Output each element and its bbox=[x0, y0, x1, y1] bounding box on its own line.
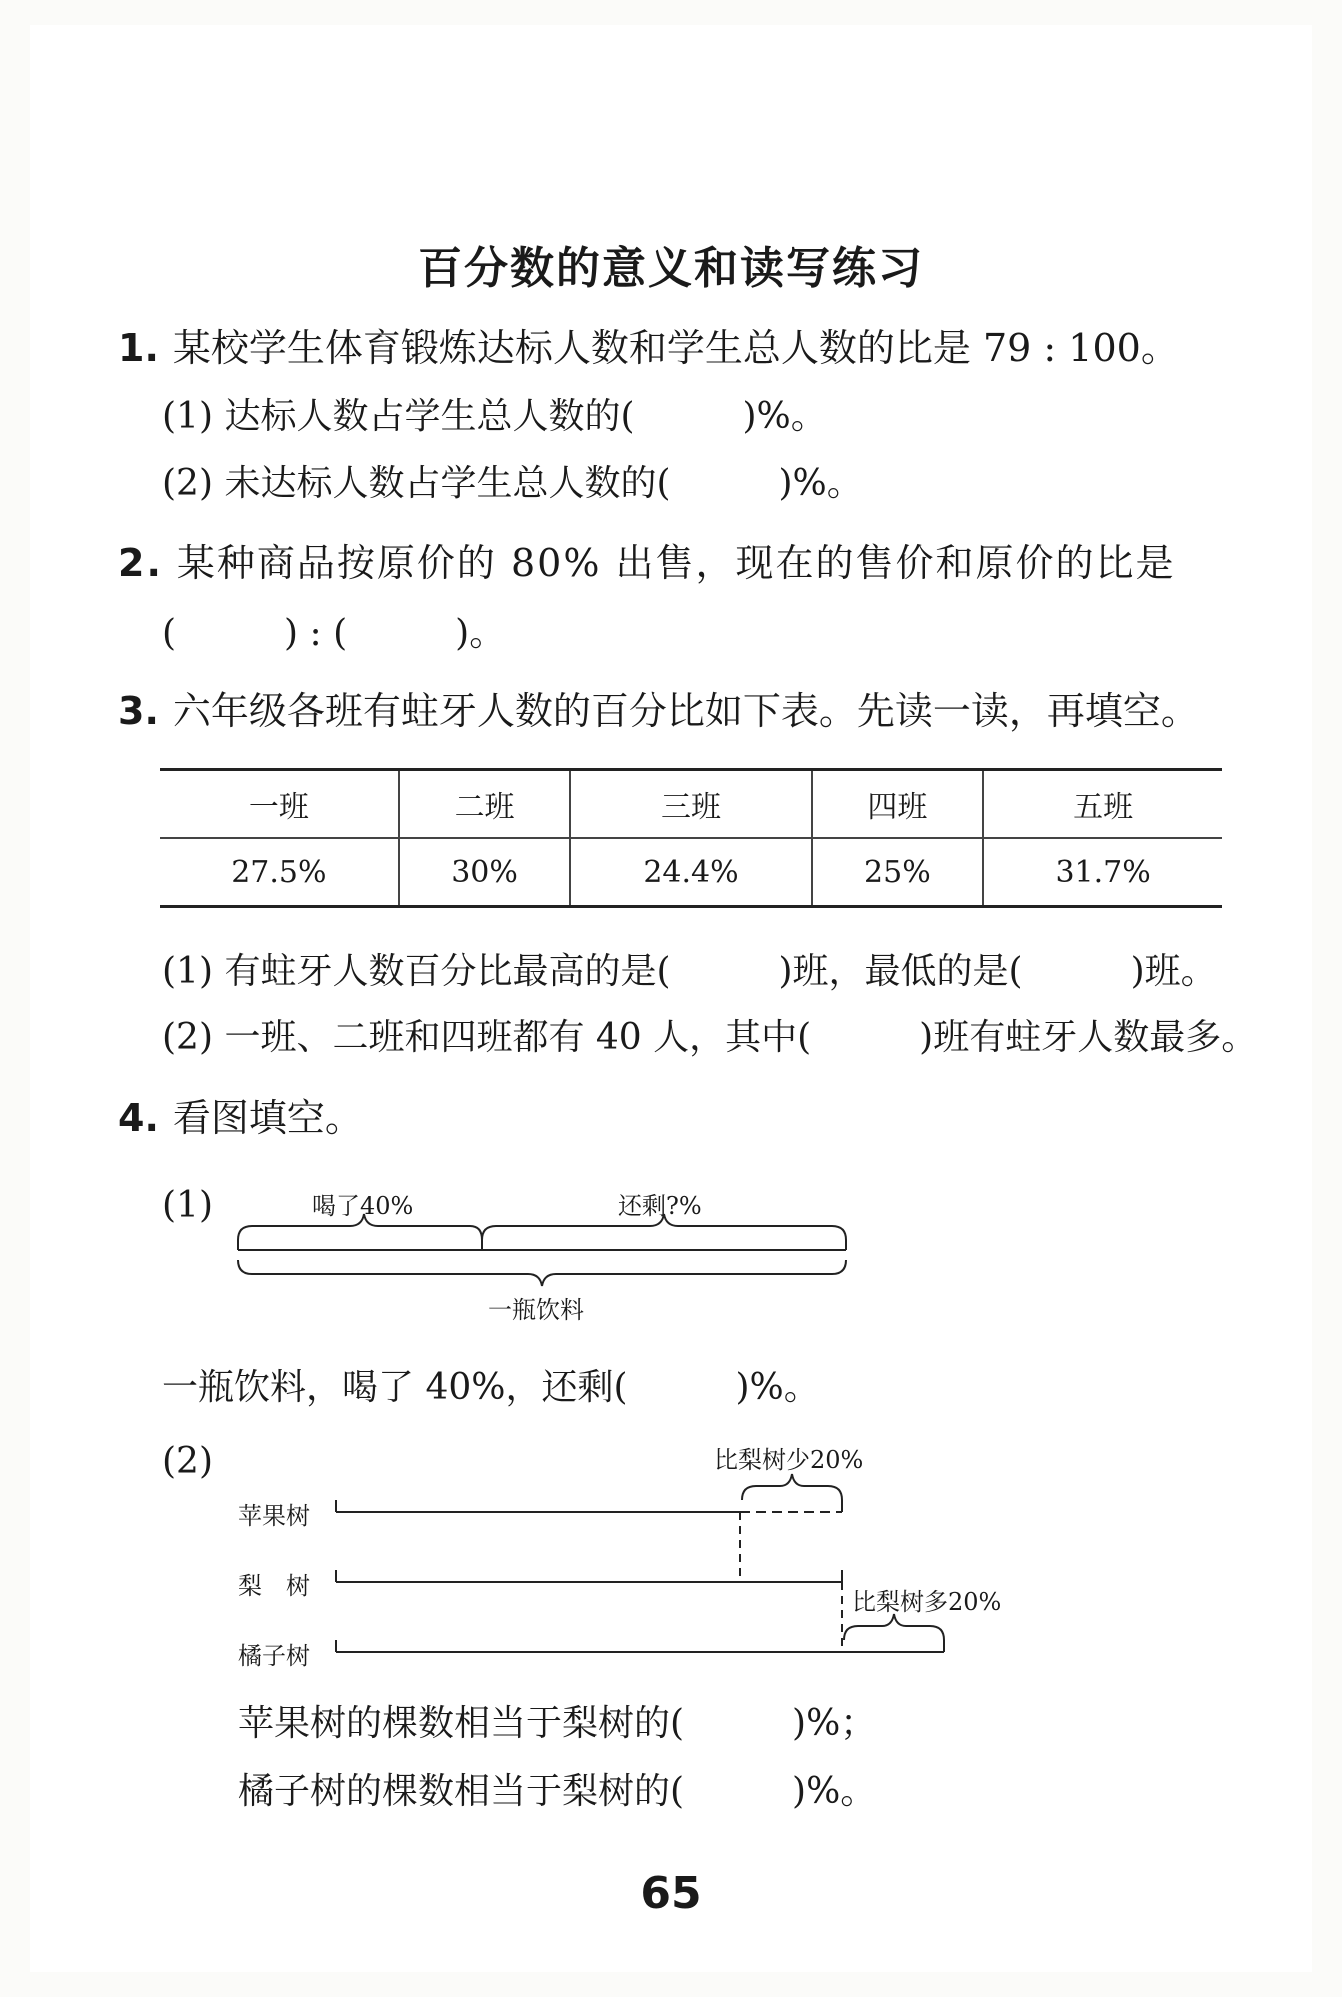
table-cell: 25% bbox=[812, 838, 984, 907]
question-1-number: 1. bbox=[118, 326, 159, 370]
question-4-stem: 看图填空。 bbox=[172, 1096, 363, 1140]
whole-brace bbox=[238, 1260, 846, 1286]
table-cell: 27.5% bbox=[231, 854, 327, 890]
question-3-stem: 六年级各班有蛀牙人数的百分比如下表。先读一读，再填空。 bbox=[172, 689, 1199, 733]
orange-label: 橘子树 bbox=[238, 1642, 310, 1670]
drank-brace bbox=[238, 1214, 482, 1240]
remaining-label: 还剩?% bbox=[618, 1192, 702, 1220]
question-2-number: 2. bbox=[118, 541, 163, 585]
drank-label: 喝了40% bbox=[312, 1192, 414, 1220]
question-3-sub-2: (2) 一班、二班和四班都有 40 人，其中( )班有蛀牙人数最多。 bbox=[162, 1017, 1258, 1058]
question-3-number: 3. bbox=[118, 689, 159, 733]
table-cell: 24.4% bbox=[570, 838, 811, 907]
pear-label: 梨 树 bbox=[238, 1572, 310, 1600]
question-2-line-2: ( ) : ( )。 bbox=[162, 613, 506, 654]
table-header-cell: 三班 bbox=[570, 770, 811, 839]
part-1-sentence: 一瓶饮料，喝了 40%，还剩( )%。 bbox=[162, 1367, 820, 1408]
part-2-sentence-2: 橘子树的棵数相当于梨树的( )%。 bbox=[238, 1771, 877, 1812]
part-2-sentence-1: 苹果树的棵数相当于梨树的( )%； bbox=[238, 1703, 877, 1744]
table-header-cell: 五班 bbox=[983, 770, 1222, 839]
page-title: 百分数的意义和读写练习 bbox=[418, 243, 924, 294]
question-1-stem: 某校学生体育锻炼达标人数和学生总人数的比是 79 : 100。 bbox=[172, 326, 1179, 370]
question-2-line-1: 某种商品按原价的 80% 出售，现在的售价和原价的比是 bbox=[176, 541, 1176, 585]
part-2-label: (2) bbox=[162, 1441, 213, 1482]
apple-label: 苹果树 bbox=[238, 1502, 310, 1530]
whole-label: 一瓶饮料 bbox=[488, 1296, 584, 1324]
part-1-label: (1) bbox=[162, 1185, 213, 1226]
less-label: 比梨树少20% bbox=[714, 1446, 864, 1474]
table-cell: 31.7% bbox=[983, 838, 1222, 907]
more-brace bbox=[844, 1614, 944, 1640]
question-1-sub-2: (2) 未达标人数占学生总人数的( )%。 bbox=[162, 463, 863, 504]
page-number: 65 bbox=[640, 1868, 702, 1919]
remaining-brace bbox=[482, 1214, 846, 1240]
table-header-cell: 二班 bbox=[399, 770, 571, 839]
question-3-sub-1: (1) 有蛀牙人数百分比最高的是( )班，最低的是( )班。 bbox=[162, 951, 1217, 992]
table-header-cell: 一班 bbox=[160, 770, 399, 839]
question-1-sub-1: (1) 达标人数占学生总人数的( )%。 bbox=[162, 396, 827, 437]
table-cell: 30% bbox=[399, 838, 571, 907]
question-4-number: 4. bbox=[118, 1096, 159, 1140]
table-header-cell: 四班 bbox=[812, 770, 984, 839]
more-label: 比梨树多20% bbox=[852, 1588, 1002, 1616]
less-brace bbox=[742, 1474, 842, 1500]
